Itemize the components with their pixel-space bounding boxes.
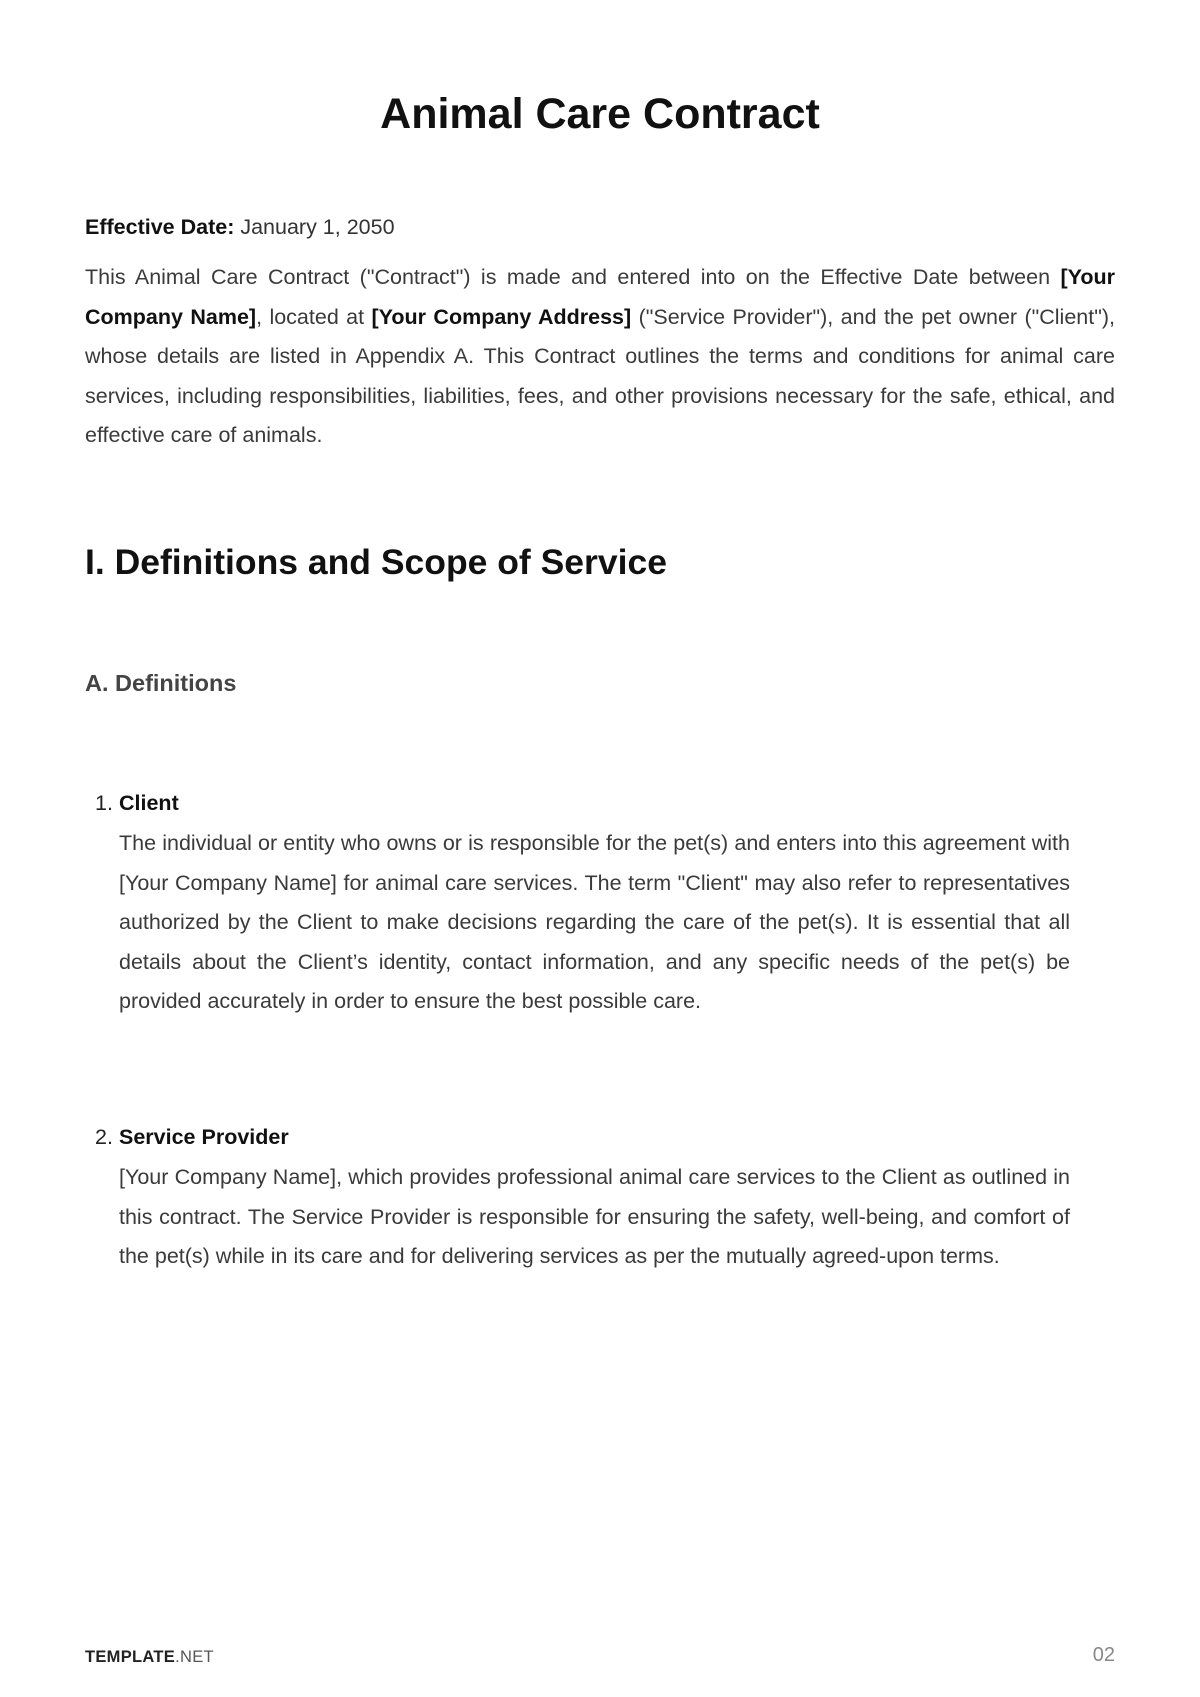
intro-text-3: ("Service Provider"), and the pet owner ("Client"), whose details are listed in Appendix A. This Contract outlines the terms and conditions for animal care services, including responsibilities, liabilities, fees, and other provisions necessary for the safe, ethical, and effective care of animals. <box>85 304 1115 448</box>
definition-term: Service Provider <box>119 1125 289 1149</box>
intro-text-1: This Animal Care Contract ("Contract") is made and entered into on the Effective Date between <box>85 265 1061 289</box>
definition-number: 2. <box>95 1125 113 1149</box>
company-address-placeholder: [Your Company Address] <box>371 304 632 329</box>
definition-body: [Your Company Name], which provides professional animal care services to the Client as outlined in this contract. The Service Provider is responsible for ensuring the safety, well-being, and comfort of the pet(s) while in its care and for delivering services as per the mutually agreed-upon terms. <box>119 1165 1070 1269</box>
effective-date-line <box>85 212 395 242</box>
effective-date-label: Effective Date: <box>85 215 235 239</box>
page-number: 02 <box>1092 1644 1115 1666</box>
definition-term: Client <box>119 791 179 815</box>
company-name-placeholder: [Your Company Name] <box>85 265 1115 329</box>
section-heading: I. Definitions and Scope of Service <box>85 542 667 582</box>
intro-paragraph <box>85 258 1115 456</box>
effective-date-value: January 1, 2050 <box>240 215 395 239</box>
footer-brand-light: .NET <box>175 1648 214 1666</box>
subsection-heading: A. Definitions <box>85 670 237 696</box>
definition-body: The individual or entity who owns or is responsible for the pet(s) and enters into this agreement with [Your Company Name] for animal care services. The term "Client" may also refer to representatives authorized by the Client to make decisions regarding the care of the pet(s). It is essential that all details about the Client’s identity, contact information, and any specific needs of the pet(s) be provided accurately in order to ensure the best possible care. <box>119 831 1070 1014</box>
footer-brand-bold: TEMPLATE <box>85 1648 176 1666</box>
footer-brand-logo <box>85 1648 214 1667</box>
document-title: Animal Care Contract <box>380 90 820 138</box>
intro-text-2: , located at <box>256 304 372 329</box>
definition-number: 1. <box>95 791 113 815</box>
